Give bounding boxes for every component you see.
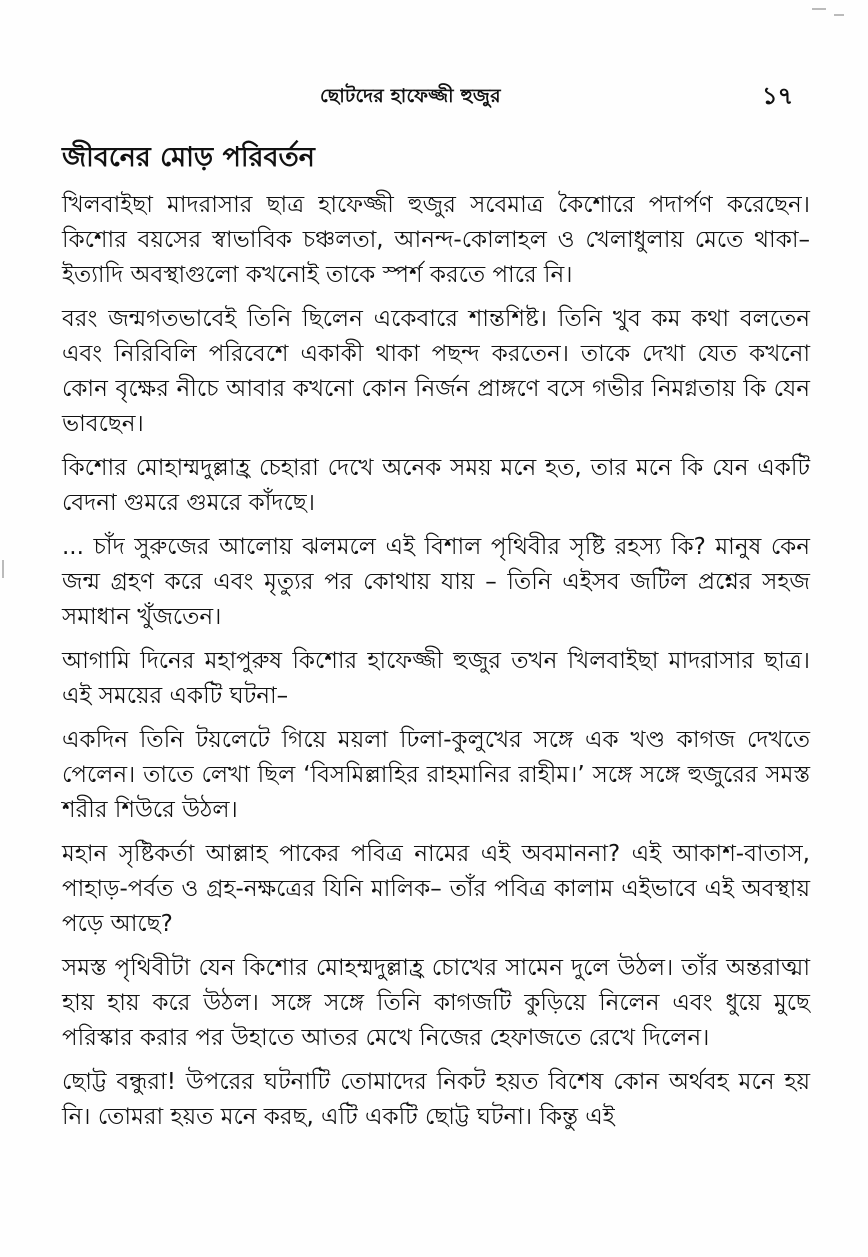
paragraph: বরং জন্মগতভাবেই তিনি ছিলেন একেবারে শান্তশিষ্ট। তিনি খুব কম কথা বলতেন এবং নিরিবিলি পরিবেশে একাকী থাকা পছন্দ করতেন। তাকে দেখা যেত কখনো কোন বৃক্ষের নীচে আবার কখনো কোন নির্জন প্রাঙ্গণে বসে গভীর নিমগ্নতায় কি যেন ভাবছেন। — [62, 306, 810, 437]
running-title: ছোটদের হাফেজ্জী হুজুর — [320, 85, 501, 107]
paragraph: একদিন তিনি টয়লেটে গিয়ে ময়লা ঢিলা-কুলুখের সঙ্গে এক খণ্ড কাগজ দেখতে পেলেন। তাতে লেখা ছিল ‘বিসমিল্লাহির রাহমানির রাহীম।’ সঙ্গে সঙ্গে হুজুরের সমস্ত শরীর শিউরে উঠল। — [62, 727, 810, 823]
paragraph: খিলবাইছা মাদরাসার ছাত্র হাফেজ্জী হুজুর সবেমাত্র কৈশোরে পদার্পণ করেছেন। কিশোর বয়সের স্বাভাবিক চঞ্চলতা, আনন্দ-কোলাহল ও খেলাধুলায় মেতে থাকা– ইত্যাদি অবস্থাগুলো কখনোই তাকে স্পর্শ করতে পারে নি। — [62, 192, 810, 288]
scan-speck — [2, 560, 4, 578]
page-body — [62, 136, 810, 1144]
scan-speck — [812, 8, 826, 10]
paragraph: আগামি দিনের মহাপুরুষ কিশোর হাফেজ্জী হুজুর তখন খিলবাইছা মাদরাসার ছাত্র। এই সময়ের একটি ঘটনা– — [62, 648, 810, 709]
paragraph: সমস্ত পৃথিবীটা যেন কিশোর মোহম্মদুল্লাহ্র চোখের সামেন দুলে উঠল। তাঁর অন্তরাত্মা হায় হায় করে উঠল। সঙ্গে সঙ্গে তিনি কাগজটি কুড়িয়ে নিলেন এবং ধুয়ে মুছে পরিস্কার করার পর উহাতে আতর মেখে নিজের হেফাজতে রেখে দিলেন। — [62, 955, 810, 1051]
page-number: ১৭ — [762, 82, 794, 110]
scan-speck — [834, 14, 844, 16]
page-header — [0, 78, 868, 112]
section-heading: জীবনের মোড় পরিবর্তন — [62, 142, 315, 173]
paragraph: মহান সৃষ্টিকর্তা আল্লাহ পাকের পবিত্র নামের এই অবমাননা? এই আকাশ-বাতাস, পাহাড়-পর্বত ও গ্রহ-নক্ষত্রের যিনি মালিক– তাঁর পবিত্র কালাম এইভাবে এই অবস্থায় পড়ে আছে? — [62, 841, 810, 937]
paragraph: ছোট্ট বন্ধুরা! উপরের ঘটনাটি তোমাদের নিকট হয়ত বিশেষ কোন অর্থবহ মনে হয় নি। তোমরা হয়ত মনে করছ, এটি একটি ছোট্ট ঘটনা। কিন্তু এই — [62, 1069, 810, 1130]
paragraph: কিশোর মোহাম্মদুল্লাহ্র চেহারা দেখে অনেক সময় মনে হত, তার মনে কি যেন একটি বেদনা গুমরে গুমরে কাঁদছে। — [62, 455, 810, 516]
paragraph: ... চাঁদ সুরুজের আলোয় ঝলমলে এই বিশাল পৃথিবীর সৃষ্টি রহস্য কি? মানুষ কেন জন্ম গ্রহণ করে এবং মৃত্যুর পর কোথায় যায় – তিনি এইসব জটিল প্রশ্নের সহজ সমাধান খুঁজতেন। — [62, 534, 810, 630]
